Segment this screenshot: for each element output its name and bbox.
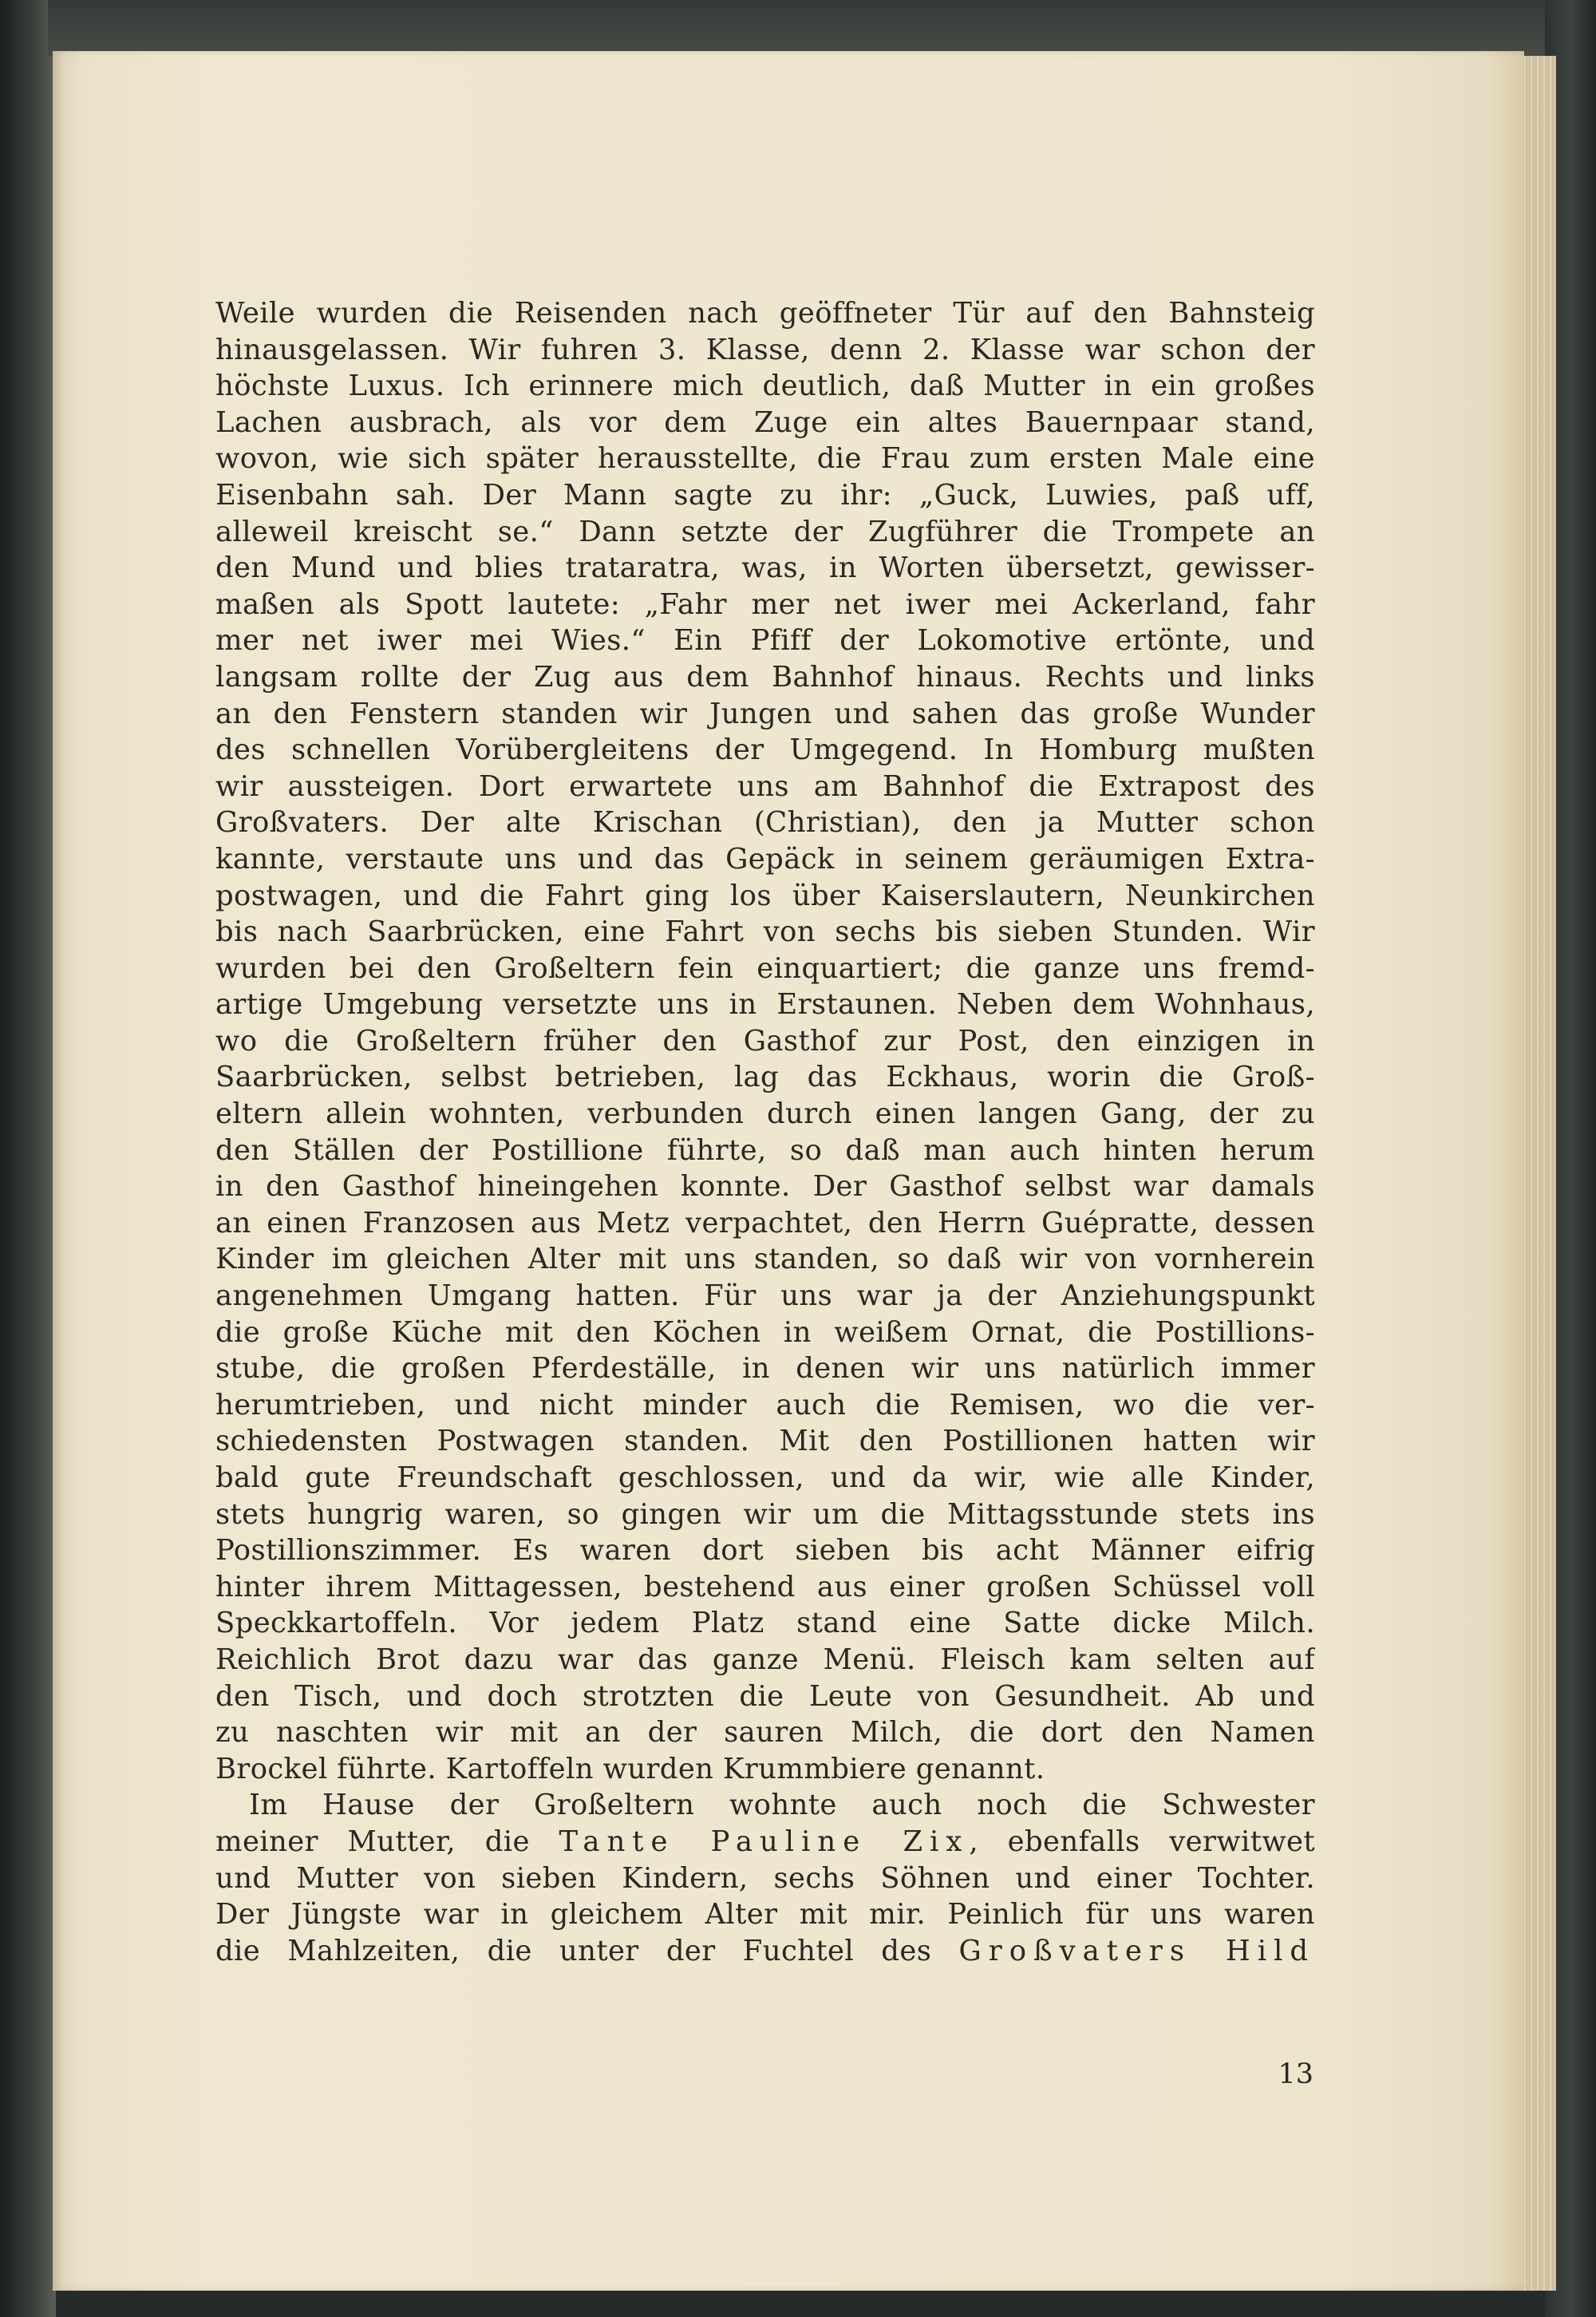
text-line: zu naschten wir mit an der sauren Milch, die dort den Namen <box>215 1716 1315 1750</box>
text-line: bis nach Saarbrücken, eine Fahrt von sechs bis sieben Stunden. Wir <box>215 915 1315 949</box>
text-line: Saarbrücken, selbst betrieben, lag das Eckhaus, worin die Groß- <box>215 1061 1315 1094</box>
text-line: und Mutter von sieben Kindern, sechs Söhnen und einer Tochter. <box>215 1861 1315 1895</box>
text-line: hinter ihrem Mittagessen, bestehend aus einer großen Schüssel voll <box>215 1570 1315 1603</box>
paragraph-start-line: Im Hause der Großeltern wohnte auch noch die Schwester <box>249 1789 1315 1822</box>
text-fragment: meiner Mutter, die <box>215 1825 530 1858</box>
text-line: höchste Luxus. Ich erinnere mich deutlich, daß Mutter in ein großes <box>215 370 1315 403</box>
text-line: Der Jüngste war in gleichem Alter mit mir. Peinlich für uns waren <box>215 1898 1315 1931</box>
spaced-name: Großvaters Hild <box>958 1934 1315 1967</box>
text-line: langsam rollte der Zug aus dem Bahnhof hinaus. Rechts und links <box>215 660 1315 694</box>
text-line: mer net iwer mei Wies.“ Ein Pfiff der Lokomotive ertönte, und <box>215 624 1315 658</box>
text-line: den Ställen der Postillione führte, so daß man auch hinten herum <box>215 1133 1315 1167</box>
book-cover-top <box>48 0 1548 56</box>
body-text <box>215 295 1315 1969</box>
text-line: wovon, wie sich später herausstellte, die Frau zum ersten Male eine <box>215 442 1315 476</box>
text-line <box>215 1824 1315 1860</box>
text-line: in den Gasthof hineingehen konnte. Der Gasthof selbst war damals <box>215 1170 1315 1204</box>
paragraph-end-line: Brockel führte. Kartoffeln wurden Krummbiere genannt. <box>215 1752 1045 1785</box>
text-line: schiedensten Postwagen standen. Mit den Postillionen hatten wir <box>215 1425 1315 1458</box>
page-edges <box>1520 56 1556 2291</box>
text-line: des schnellen Vorübergleitens der Umgegend. In Homburg mußten <box>215 733 1315 767</box>
text-line: Weile wurden die Reisenden nach geöffneter Tür auf den Bahnsteig <box>215 297 1315 330</box>
text-line: bald gute Freundschaft geschlossen, und da wir, wie alle Kinder, <box>215 1461 1315 1494</box>
text-line: hinausgelassen. Wir fuhren 3. Klasse, denn 2. Klasse war schon der <box>215 333 1315 366</box>
text-line: den Tisch, und doch strotzten die Leute von Gesundheit. Ab und <box>215 1679 1315 1713</box>
text-fragment: die Mahlzeiten, die unter der Fuchtel des <box>215 1934 932 1967</box>
text-line: Postillionszimmer. Es waren dort sieben bis acht Männer eifrig <box>215 1534 1315 1568</box>
text-line: Kinder im gleichen Alter mit uns standen, so daß wir von vornherein <box>215 1243 1315 1276</box>
text-line: Speckkartoffeln. Vor jedem Platz stand eine Satte dicke Milch. <box>215 1607 1315 1640</box>
spaced-name: Tante Pauline Zix <box>559 1825 970 1858</box>
text-line: an den Fenstern standen wir Jungen und sahen das große Wunder <box>215 697 1315 730</box>
text-line: maßen als Spott lautete: „Fahr mer net iwer mei Ackerland, fahr <box>215 587 1315 621</box>
text-line: wir aussteigen. Dort erwartete uns am Bahnhof die Extrapost des <box>215 769 1315 803</box>
text-line: angenehmen Umgang hatten. Für uns war ja der Anziehungspunkt <box>215 1279 1315 1313</box>
text-line: alleweil kreischt se.“ Dann setzte der Zugführer die Trompete an <box>215 515 1315 548</box>
text-line: kannte, verstaute uns und das Gepäck in seinem geräumigen Extra- <box>215 842 1315 876</box>
text-line: stube, die großen Pferdeställe, in denen wir uns natürlich immer <box>215 1352 1315 1386</box>
text-line: eltern allein wohnten, verbunden durch einen langen Gang, der zu <box>215 1097 1315 1131</box>
text-line: an einen Franzosen aus Metz verpachtet, den Herrn Guépratte, dessen <box>215 1206 1315 1240</box>
text-line: den Mund und blies trataratra, was, in Worten übersetzt, gewisser- <box>215 552 1315 585</box>
page-number: 13 <box>1278 2058 1314 2090</box>
text-line: postwagen, und die Fahrt ging los über Kaiserslautern, Neunkirchen <box>215 879 1315 912</box>
text-line: wurden bei den Großeltern fein einquartiert; die ganze uns fremd- <box>215 951 1315 985</box>
text-line: Lachen ausbrach, als vor dem Zuge ein altes Bauernpaar stand, <box>215 405 1315 439</box>
book-page <box>53 51 1524 2291</box>
text-line: Großvaters. Der alte Krischan (Christian), den ja Mutter schon <box>215 806 1315 840</box>
book-cover-left <box>0 0 56 2317</box>
text-line: herumtrieben, und nicht minder auch die Remisen, wo die ver- <box>215 1388 1315 1421</box>
text-line: die große Küche mit den Köchen in weißem Ornat, die Postillions- <box>215 1315 1315 1349</box>
text-line <box>215 1933 1315 1970</box>
text-line: Reichlich Brot dazu war das ganze Menü. Fleisch kam selten auf <box>215 1643 1315 1676</box>
text-line: stets hungrig waren, so gingen wir um die Mittagsstunde stets ins <box>215 1497 1315 1531</box>
text-fragment: , ebenfalls verwitwet <box>969 1825 1315 1858</box>
text-line: artige Umgebung versetzte uns in Erstaunen. Neben dem Wohnhaus, <box>215 988 1315 1022</box>
text-line: Eisenbahn sah. Der Mann sagte zu ihr: „Guck, Luwies, paß uff, <box>215 478 1315 512</box>
text-line: wo die Großeltern früher den Gasthof zur Post, den einzigen in <box>215 1024 1315 1058</box>
